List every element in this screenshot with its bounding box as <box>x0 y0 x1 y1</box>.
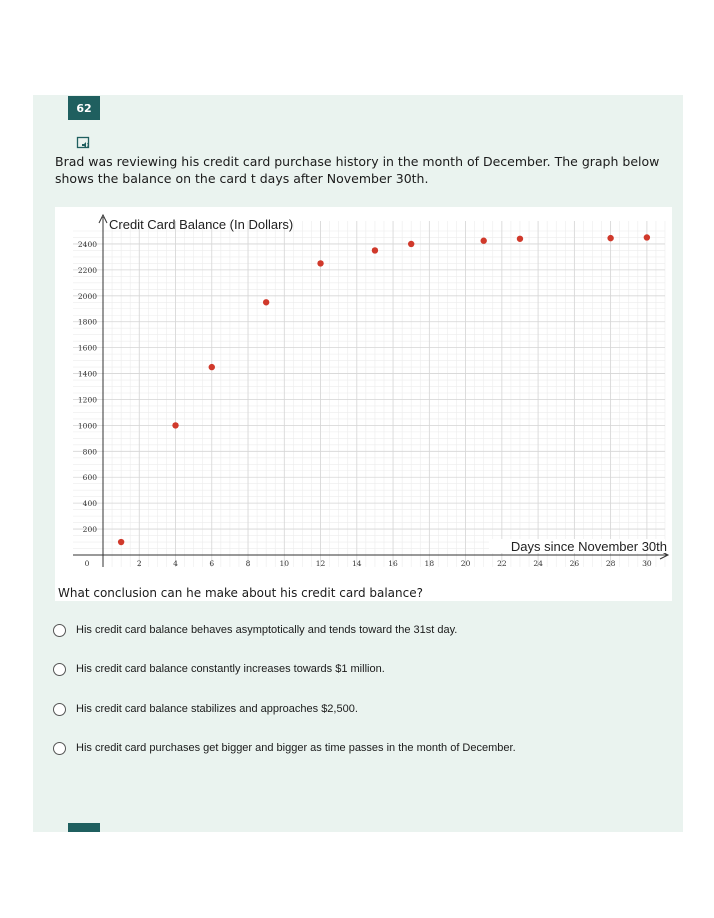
data-point <box>118 539 124 545</box>
x-tick-label: 4 <box>173 559 178 568</box>
data-point <box>607 235 613 241</box>
x-tick-label: 16 <box>388 559 398 568</box>
y-tick-label: 1200 <box>77 395 97 405</box>
x-tick-label: 30 <box>642 559 652 568</box>
data-point <box>517 236 523 242</box>
y-tick-label: 2000 <box>77 291 97 301</box>
x-tick-label: 0 <box>84 559 90 568</box>
data-point <box>172 422 178 428</box>
x-tick-label: 24 <box>533 559 543 568</box>
next-question-number-badge <box>68 823 100 832</box>
chart-title: Credit Card Balance (In Dollars) <box>109 217 294 232</box>
x-tick-label: 6 <box>209 559 215 568</box>
x-tick-label: 10 <box>279 559 290 568</box>
y-tick-label: 400 <box>82 499 97 509</box>
x-axis-label: Days since November 30th <box>510 539 667 554</box>
x-tick-label: 2 <box>136 559 142 568</box>
question-number-badge: 62 <box>68 96 100 120</box>
read-aloud-icon[interactable] <box>76 135 92 151</box>
x-tick-label: 26 <box>569 559 580 568</box>
data-point <box>209 364 215 370</box>
x-tick-label: 18 <box>424 559 435 568</box>
x-tick-label: 14 <box>352 559 362 568</box>
y-tick-label: 600 <box>82 473 97 483</box>
chart-grid-major <box>73 221 665 567</box>
data-point <box>481 238 487 244</box>
y-tick-label: 2200 <box>77 265 97 275</box>
balance-scatter-chart <box>55 207 672 601</box>
answer-option-label: His credit card balance constantly increases towards $1 million. <box>76 663 385 675</box>
data-point <box>263 299 269 305</box>
y-tick-label: 1800 <box>77 317 97 327</box>
x-tick-label: 28 <box>605 559 616 568</box>
chart-axes <box>73 215 668 567</box>
y-tick-label: 2400 <box>77 239 97 249</box>
radio-button[interactable] <box>53 663 66 676</box>
y-tick-label: 1400 <box>77 369 97 379</box>
answer-option-a[interactable] <box>53 621 653 639</box>
data-point <box>317 260 323 266</box>
radio-button[interactable] <box>53 742 66 755</box>
y-tick-label: 1000 <box>77 421 97 431</box>
x-tick-label: 20 <box>460 559 471 568</box>
x-tick-label: 8 <box>245 559 251 568</box>
answer-option-c[interactable] <box>53 700 653 718</box>
data-point <box>408 241 414 247</box>
radio-button[interactable] <box>53 624 66 637</box>
data-point <box>372 247 378 253</box>
y-tick-label: 200 <box>82 525 97 535</box>
radio-button[interactable] <box>53 703 66 716</box>
answer-option-b[interactable] <box>53 660 653 678</box>
question-panel <box>33 95 683 832</box>
question-prompt: What conclusion can he make about his credit card balance? <box>58 586 423 600</box>
y-tick-label: 1600 <box>77 343 97 353</box>
chart-container <box>55 207 672 601</box>
y-tick-label: 800 <box>82 447 97 457</box>
x-tick-label: 12 <box>315 559 326 568</box>
x-axis-ticks <box>85 559 652 568</box>
question-stem: Brad was reviewing his credit card purchase history in the month of December. The graph below shows the balance on the card t days after November 30th. <box>55 154 660 186</box>
data-point <box>644 234 650 240</box>
answer-option-label: His credit card balance stabilizes and approaches $2,500. <box>76 703 358 715</box>
chart-grid-minor <box>73 221 665 567</box>
answer-option-label: His credit card purchases get bigger and bigger as time passes in the month of December. <box>76 742 516 754</box>
answer-option-label: His credit card balance behaves asymptotically and tends toward the 31st day. <box>76 624 458 636</box>
answer-option-d[interactable] <box>53 739 653 757</box>
x-tick-label: 22 <box>497 559 507 568</box>
